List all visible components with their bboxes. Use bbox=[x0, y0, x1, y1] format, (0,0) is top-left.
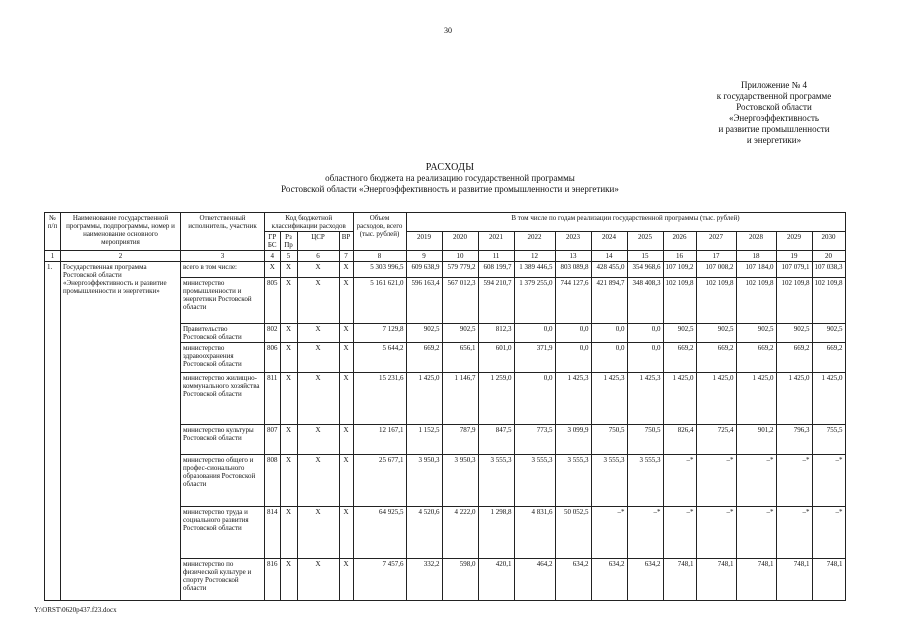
year-value-cell: 656,1 bbox=[442, 343, 478, 373]
year-value-cell: 748,1 bbox=[736, 559, 776, 601]
year-value-cell: 0,0 bbox=[591, 324, 627, 343]
budget-table bbox=[44, 212, 846, 601]
year-value-cell: 750,5 bbox=[627, 425, 663, 455]
year-value-cell: 3 555,3 bbox=[627, 455, 663, 507]
year-value-cell: 1 425,0 bbox=[663, 373, 696, 425]
year-value-cell: 107 038,3 bbox=[812, 262, 845, 278]
grbs-cell: 814 bbox=[265, 507, 281, 559]
year-value-cell: 107 109,2 bbox=[663, 262, 696, 278]
year-value-cell: 0,0 bbox=[514, 324, 555, 343]
column-number: 7 bbox=[339, 251, 353, 262]
csr-cell: X bbox=[297, 262, 339, 278]
column-number: 4 bbox=[265, 251, 281, 262]
year-value-cell: 567 012,3 bbox=[442, 278, 478, 324]
program-name: Государственная программа Ростовской области «Энергоэффективность и развитие промышленности и энергетики» bbox=[61, 262, 181, 601]
column-number: 2 bbox=[61, 251, 181, 262]
column-number: 9 bbox=[406, 251, 442, 262]
grbs-cell: 807 bbox=[265, 425, 281, 455]
year-value-cell: 594 210,7 bbox=[478, 278, 514, 324]
year-value-cell: 902,5 bbox=[696, 324, 736, 343]
rzpr-cell: X bbox=[280, 559, 297, 601]
rzpr-cell: X bbox=[280, 455, 297, 507]
year-value-cell: 1 425,3 bbox=[627, 373, 663, 425]
page-number: 30 bbox=[444, 26, 452, 35]
year-value-cell: 609 638,9 bbox=[406, 262, 442, 278]
year-value-cell: 669,2 bbox=[696, 343, 736, 373]
total-cell: 5 161 621,0 bbox=[353, 278, 406, 324]
header-grbs: ГР БС bbox=[265, 232, 281, 251]
year-value-cell: 803 089,8 bbox=[555, 262, 591, 278]
year-value-cell: 669,2 bbox=[663, 343, 696, 373]
year-value-cell: 1 146,7 bbox=[442, 373, 478, 425]
csr-cell: X bbox=[297, 278, 339, 324]
year-value-cell: 421 894,7 bbox=[591, 278, 627, 324]
year-value-cell: 102 109,8 bbox=[696, 278, 736, 324]
year-value-cell: 634,2 bbox=[591, 559, 627, 601]
document-title bbox=[200, 162, 700, 195]
header-year: 2030 bbox=[812, 232, 845, 251]
year-value-cell: 3 950,3 bbox=[406, 455, 442, 507]
header-year: 2021 bbox=[478, 232, 514, 251]
year-value-cell: 4 520,6 bbox=[406, 507, 442, 559]
column-number: 12 bbox=[514, 251, 555, 262]
year-value-cell: 748,1 bbox=[812, 559, 845, 601]
csr-cell: X bbox=[297, 324, 339, 343]
vr-cell: X bbox=[339, 373, 353, 425]
year-value-cell: 596 163,4 bbox=[406, 278, 442, 324]
year-value-cell: 826,4 bbox=[663, 425, 696, 455]
header-year: 2023 bbox=[555, 232, 591, 251]
year-value-cell: 1 152,5 bbox=[406, 425, 442, 455]
year-value-cell: 902,5 bbox=[736, 324, 776, 343]
year-value-cell: 669,2 bbox=[812, 343, 845, 373]
grbs-cell: 806 bbox=[265, 343, 281, 373]
year-value-cell: 748,1 bbox=[696, 559, 736, 601]
column-number: 10 bbox=[442, 251, 478, 262]
year-value-cell: 107 008,2 bbox=[696, 262, 736, 278]
executor-cell: министерство по физической культуре и спорту Ростовской области bbox=[181, 559, 265, 601]
executor-cell: министерство промышленности и энергетики Ростовской области bbox=[181, 278, 265, 324]
year-value-cell: 1 425,0 bbox=[736, 373, 776, 425]
csr-cell: X bbox=[297, 373, 339, 425]
header-name: Наименование государственной программы, подпрограммы, номер и наименование основного мероприятия bbox=[61, 213, 181, 251]
program-number: 1. bbox=[45, 262, 61, 601]
year-value-cell: 598,0 bbox=[442, 559, 478, 601]
year-value-cell: 669,2 bbox=[776, 343, 812, 373]
executor-cell: министерство труда и социального развития Ростовской области bbox=[181, 507, 265, 559]
appendix-line: Ростовской области bbox=[736, 102, 812, 112]
csr-cell: X bbox=[297, 425, 339, 455]
header-csr: ЦСР bbox=[297, 232, 339, 251]
year-value-cell: 1 425,0 bbox=[406, 373, 442, 425]
year-value-cell: –* bbox=[591, 507, 627, 559]
year-value-cell: –* bbox=[696, 507, 736, 559]
year-value-cell: 902,5 bbox=[406, 324, 442, 343]
header-volume: Объем расходов, всего (тыс. рублей) bbox=[353, 213, 406, 251]
year-value-cell: 102 109,8 bbox=[736, 278, 776, 324]
year-value-cell: 634,2 bbox=[555, 559, 591, 601]
header-rzpr: Рз Пр bbox=[280, 232, 297, 251]
year-value-cell: –* bbox=[696, 455, 736, 507]
rzpr-cell: X bbox=[280, 324, 297, 343]
column-number: 17 bbox=[696, 251, 736, 262]
year-value-cell: 755,5 bbox=[812, 425, 845, 455]
title-main: РАСХОДЫ bbox=[425, 162, 475, 173]
column-number: 5 bbox=[280, 251, 297, 262]
rzpr-cell: X bbox=[280, 262, 297, 278]
total-cell: 5 303 996,5 bbox=[353, 262, 406, 278]
year-value-cell: –* bbox=[812, 455, 845, 507]
rzpr-cell: X bbox=[280, 278, 297, 324]
year-value-cell: –* bbox=[736, 455, 776, 507]
header-year: 2028 bbox=[736, 232, 776, 251]
file-path-footer: Y:\ORST\0620p437.f23.docx bbox=[34, 606, 117, 614]
column-number: 1 bbox=[45, 251, 61, 262]
grbs-cell: 805 bbox=[265, 278, 281, 324]
year-value-cell: 773,5 bbox=[514, 425, 555, 455]
year-value-cell: 902,5 bbox=[776, 324, 812, 343]
year-value-cell: 847,5 bbox=[478, 425, 514, 455]
vr-cell: X bbox=[339, 262, 353, 278]
csr-cell: X bbox=[297, 507, 339, 559]
column-number: 13 bbox=[555, 251, 591, 262]
year-value-cell: 4 222,0 bbox=[442, 507, 478, 559]
year-value-cell: 1 425,0 bbox=[776, 373, 812, 425]
year-value-cell: 579 779,2 bbox=[442, 262, 478, 278]
year-value-cell: 748,1 bbox=[776, 559, 812, 601]
rzpr-cell: X bbox=[280, 373, 297, 425]
year-value-cell: 1 425,3 bbox=[591, 373, 627, 425]
column-number: 20 bbox=[812, 251, 845, 262]
header-budget-code: Код бюджетной классификации расходов bbox=[265, 213, 354, 232]
column-number: 6 bbox=[297, 251, 339, 262]
year-value-cell: 464,2 bbox=[514, 559, 555, 601]
year-value-cell: 102 109,8 bbox=[776, 278, 812, 324]
year-value-cell: –* bbox=[663, 455, 696, 507]
year-value-cell: 608 199,7 bbox=[478, 262, 514, 278]
year-value-cell: 725,4 bbox=[696, 425, 736, 455]
year-value-cell: 901,2 bbox=[736, 425, 776, 455]
appendix-line: к государственной программе bbox=[716, 91, 832, 101]
vr-cell: X bbox=[339, 343, 353, 373]
header-row-1 bbox=[45, 213, 846, 232]
header-years-group: В том числе по годам реализации государственной программы (тыс. рублей) bbox=[406, 213, 845, 232]
year-value-cell: 0,0 bbox=[555, 324, 591, 343]
year-value-cell: 3 555,3 bbox=[478, 455, 514, 507]
year-value-cell: 3 555,3 bbox=[591, 455, 627, 507]
column-number: 16 bbox=[663, 251, 696, 262]
appendix-line: Приложение № 4 bbox=[741, 80, 807, 90]
vr-cell: X bbox=[339, 455, 353, 507]
year-value-cell: 102 109,8 bbox=[663, 278, 696, 324]
header-year: 2020 bbox=[442, 232, 478, 251]
year-value-cell: 812,3 bbox=[478, 324, 514, 343]
header-year: 2026 bbox=[663, 232, 696, 251]
header-year: 2019 bbox=[406, 232, 442, 251]
year-value-cell: 420,1 bbox=[478, 559, 514, 601]
column-numbers-row bbox=[45, 251, 846, 262]
year-value-cell: 744 127,6 bbox=[555, 278, 591, 324]
year-value-cell: 902,5 bbox=[663, 324, 696, 343]
vr-cell: X bbox=[339, 278, 353, 324]
year-value-cell: 332,2 bbox=[406, 559, 442, 601]
header-year: 2024 bbox=[591, 232, 627, 251]
year-value-cell: 107 184,0 bbox=[736, 262, 776, 278]
year-value-cell: –* bbox=[776, 507, 812, 559]
year-value-cell: –* bbox=[627, 507, 663, 559]
grbs-cell: 808 bbox=[265, 455, 281, 507]
year-value-cell: 0,0 bbox=[627, 343, 663, 373]
column-number: 3 bbox=[181, 251, 265, 262]
year-value-cell: 1 298,8 bbox=[478, 507, 514, 559]
column-number: 14 bbox=[591, 251, 627, 262]
title-line-2: областного бюджета на реализацию государственной программы bbox=[325, 173, 575, 183]
year-value-cell: 102 109,8 bbox=[812, 278, 845, 324]
year-value-cell: 348 408,3 bbox=[627, 278, 663, 324]
rzpr-cell: X bbox=[280, 507, 297, 559]
year-value-cell: 1 379 255,0 bbox=[514, 278, 555, 324]
year-value-cell: 750,5 bbox=[591, 425, 627, 455]
total-cell: 25 677,1 bbox=[353, 455, 406, 507]
year-value-cell: 1 259,0 bbox=[478, 373, 514, 425]
header-executor: Ответственный исполнитель, участник bbox=[181, 213, 265, 251]
vr-cell: X bbox=[339, 425, 353, 455]
header-num: № п/п bbox=[45, 213, 61, 251]
year-value-cell: 902,5 bbox=[812, 324, 845, 343]
appendix-block bbox=[690, 80, 858, 146]
vr-cell: X bbox=[339, 559, 353, 601]
column-number: 18 bbox=[736, 251, 776, 262]
year-value-cell: 1 389 446,5 bbox=[514, 262, 555, 278]
column-number: 11 bbox=[478, 251, 514, 262]
year-value-cell: 1 425,0 bbox=[696, 373, 736, 425]
executor-cell: министерство культуры Ростовской области bbox=[181, 425, 265, 455]
year-value-cell: 0,0 bbox=[627, 324, 663, 343]
column-number: 19 bbox=[776, 251, 812, 262]
total-cell: 7 129,8 bbox=[353, 324, 406, 343]
rzpr-cell: X bbox=[280, 425, 297, 455]
column-number: 15 bbox=[627, 251, 663, 262]
year-value-cell: –* bbox=[663, 507, 696, 559]
grbs-cell: 816 bbox=[265, 559, 281, 601]
year-value-cell: 601,0 bbox=[478, 343, 514, 373]
year-value-cell: 0,0 bbox=[514, 373, 555, 425]
year-value-cell: –* bbox=[776, 455, 812, 507]
total-cell: 12 167,1 bbox=[353, 425, 406, 455]
executor-cell: министерство общего и профес-сионального образования Ростовской области bbox=[181, 455, 265, 507]
year-value-cell: –* bbox=[736, 507, 776, 559]
header-vr: ВР bbox=[339, 232, 353, 251]
year-value-cell: 3 555,3 bbox=[514, 455, 555, 507]
header-year: 2025 bbox=[627, 232, 663, 251]
table-row bbox=[45, 262, 846, 278]
year-value-cell: 1 425,0 bbox=[812, 373, 845, 425]
total-cell: 7 457,6 bbox=[353, 559, 406, 601]
year-value-cell: 787,9 bbox=[442, 425, 478, 455]
year-value-cell: 50 052,5 bbox=[555, 507, 591, 559]
year-value-cell: 1 425,3 bbox=[555, 373, 591, 425]
total-cell: 64 925,5 bbox=[353, 507, 406, 559]
executor-cell: министерство жилищно-коммунального хозяйства Ростовской области bbox=[181, 373, 265, 425]
executor-cell: Правительство Ростовской области bbox=[181, 324, 265, 343]
year-value-cell: 371,9 bbox=[514, 343, 555, 373]
year-value-cell: 354 968,6 bbox=[627, 262, 663, 278]
csr-cell: X bbox=[297, 455, 339, 507]
csr-cell: X bbox=[297, 559, 339, 601]
year-value-cell: 634,2 bbox=[627, 559, 663, 601]
vr-cell: X bbox=[339, 507, 353, 559]
title-line-3: Ростовской области «Энергоэффективность и развитие промышленности и энергетики» bbox=[281, 184, 619, 194]
appendix-line: «Энергоэффективность bbox=[728, 113, 820, 123]
year-value-cell: 3 555,3 bbox=[555, 455, 591, 507]
total-cell: 15 231,6 bbox=[353, 373, 406, 425]
appendix-line: и развитие промышленности bbox=[718, 124, 830, 134]
year-value-cell: 0,0 bbox=[555, 343, 591, 373]
grbs-cell: 811 bbox=[265, 373, 281, 425]
header-year: 2027 bbox=[696, 232, 736, 251]
vr-cell: X bbox=[339, 324, 353, 343]
year-value-cell: 428 455,0 bbox=[591, 262, 627, 278]
year-value-cell: 3 950,3 bbox=[442, 455, 478, 507]
total-cell: 5 644,2 bbox=[353, 343, 406, 373]
year-value-cell: 902,5 bbox=[442, 324, 478, 343]
header-year: 2022 bbox=[514, 232, 555, 251]
year-value-cell: 748,1 bbox=[663, 559, 696, 601]
year-value-cell: 4 831,6 bbox=[514, 507, 555, 559]
column-number: 8 bbox=[353, 251, 406, 262]
year-value-cell: 796,3 bbox=[776, 425, 812, 455]
year-value-cell: –* bbox=[812, 507, 845, 559]
year-value-cell: 0,0 bbox=[591, 343, 627, 373]
appendix-line: и энергетики» bbox=[746, 135, 802, 145]
year-value-cell: 669,2 bbox=[406, 343, 442, 373]
executor-cell: всего в том числе: bbox=[181, 262, 265, 278]
year-value-cell: 669,2 bbox=[736, 343, 776, 373]
executor-cell: министерство здравоохранения Ростовской области bbox=[181, 343, 265, 373]
year-value-cell: 3 099,9 bbox=[555, 425, 591, 455]
year-value-cell: 107 079,1 bbox=[776, 262, 812, 278]
grbs-cell: 802 bbox=[265, 324, 281, 343]
csr-cell: X bbox=[297, 343, 339, 373]
grbs-cell: X bbox=[265, 262, 281, 278]
header-year: 2029 bbox=[776, 232, 812, 251]
rzpr-cell: X bbox=[280, 343, 297, 373]
